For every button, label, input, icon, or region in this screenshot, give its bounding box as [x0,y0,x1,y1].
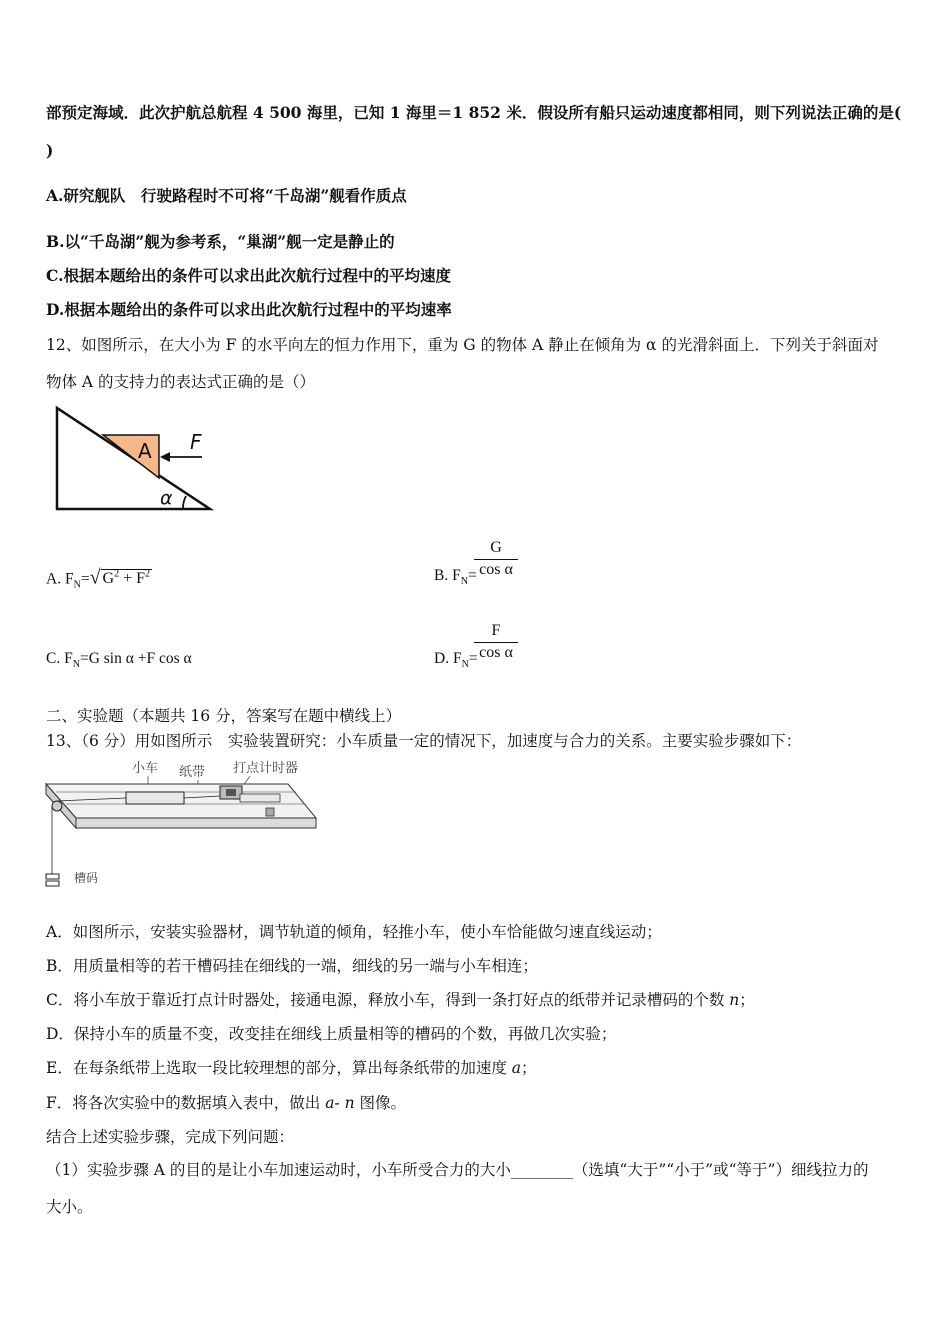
hanging-weight [46,874,59,879]
q12-option-a: A. $F_N=√$ $G^2 + F^2$ [46,566,151,591]
q12-option-d-prefix: D. $F_N=$ [434,650,478,671]
q11-option-b: B.以“千岛湖”舰为参考系，“巢湖”舰一定是静止的 [46,232,395,251]
q12-stem-line2: 物体 A 的支持力的表达式正确的是（） [46,373,316,391]
q11-stem-line2: ) [46,141,54,160]
q13-step-f: F．将各次实验中的数据填入表中，做出 a- n 图像。 [46,1094,407,1112]
fraction-numerator: F [491,622,501,639]
pulley [52,801,62,811]
q12-option-d-fraction [474,622,518,662]
fraction-numerator: G [490,539,502,556]
angle-label: α [160,487,173,509]
q12-stem-line1: 12、如图所示，在大小为 F 的水平向左的恒力作用下，重为 G 的物体 A 静止在倾角为 α 的光滑斜面上．下列关于斜面对 [46,336,879,354]
q12-option-b-fraction [474,539,518,579]
weight-label: 槽码 [74,871,99,885]
fraction-denominator: cos α [479,561,513,578]
timer-label: 打点计时器 [233,761,299,776]
sqrt-radicand: $G^2 + F^2$ [102,569,151,588]
force-label: F [190,430,202,454]
track-board-front [76,818,316,828]
cart-label: 小车 [132,761,159,776]
q11-option-d: D.根据本题给出的条件可以求出此次航行过程中的平均速率 [46,300,452,319]
force-arrowhead [160,452,170,462]
q11-option-a: A.研究舰队 行驶路程时不可将“千岛湖”舰看作质点 [46,186,407,205]
incline-figure [50,400,220,515]
q13-sub1-line1: （1）实验步骤 A 的目的是让小车加速运动时，小车所受合力的大小________（选填“大于”“小于”或“等于”）细线拉力的 [46,1161,869,1179]
q13-step-a: A．如图所示，安装实验器材，调节轨道的倾角，轻推小车，使小车恰能做匀速直线运动； [46,923,662,941]
q13-intro: 结合上述实验步骤，完成下列问题： [46,1128,295,1146]
q13-step-d: D．保持小车的质量不变，改变挂在细线上质量相等的槽码的个数，再做几次实验； [46,1025,617,1043]
q12-option-b-prefix: B. $F_N=$ [434,567,477,588]
section-heading: 二、实验题（本题共 16 分，答案写在题中横线上） [46,707,402,725]
fraction-denominator: cos α [479,644,513,661]
q11-option-c: C.根据本题给出的条件可以求出此次航行过程中的平均速度 [46,266,451,285]
q13-step-b: B．用质量相等的若干槽码挂在细线的一端，细线的另一端与小车相连； [46,957,538,975]
cart [126,792,184,804]
q12-option-c: C. $F_N=G$ sin α +F cos α [46,650,192,671]
q11-stem-line1: 部预定海域．此次护航总航程 4 500 海里，已知 1 海里＝1 852 米．假设所有船只运动速度都相同，则下列说法正确的是( [46,103,902,122]
sqrt-sign: √ [89,566,101,589]
q13-stem: 13、（6 分）用如图所示 实验装置研究：小车质量一定的情况下，加速度与合力的关系。主要实验步骤如下： [46,732,802,750]
tape-label: 纸带 [179,765,206,780]
experiment-apparatus-figure [40,756,325,894]
q13-step-c: C．将小车放于靠近打点计时器处，接通电源，释放小车，得到一条打好点的纸带并记录槽码的个数 n； [46,991,755,1009]
q13-step-e: E．在每条纸带上选取一段比较理想的部分，算出每条纸带的加速度 a； [46,1059,537,1077]
block-a-label: A [138,439,152,463]
q13-sub1-line2: 大小。 [46,1198,93,1216]
